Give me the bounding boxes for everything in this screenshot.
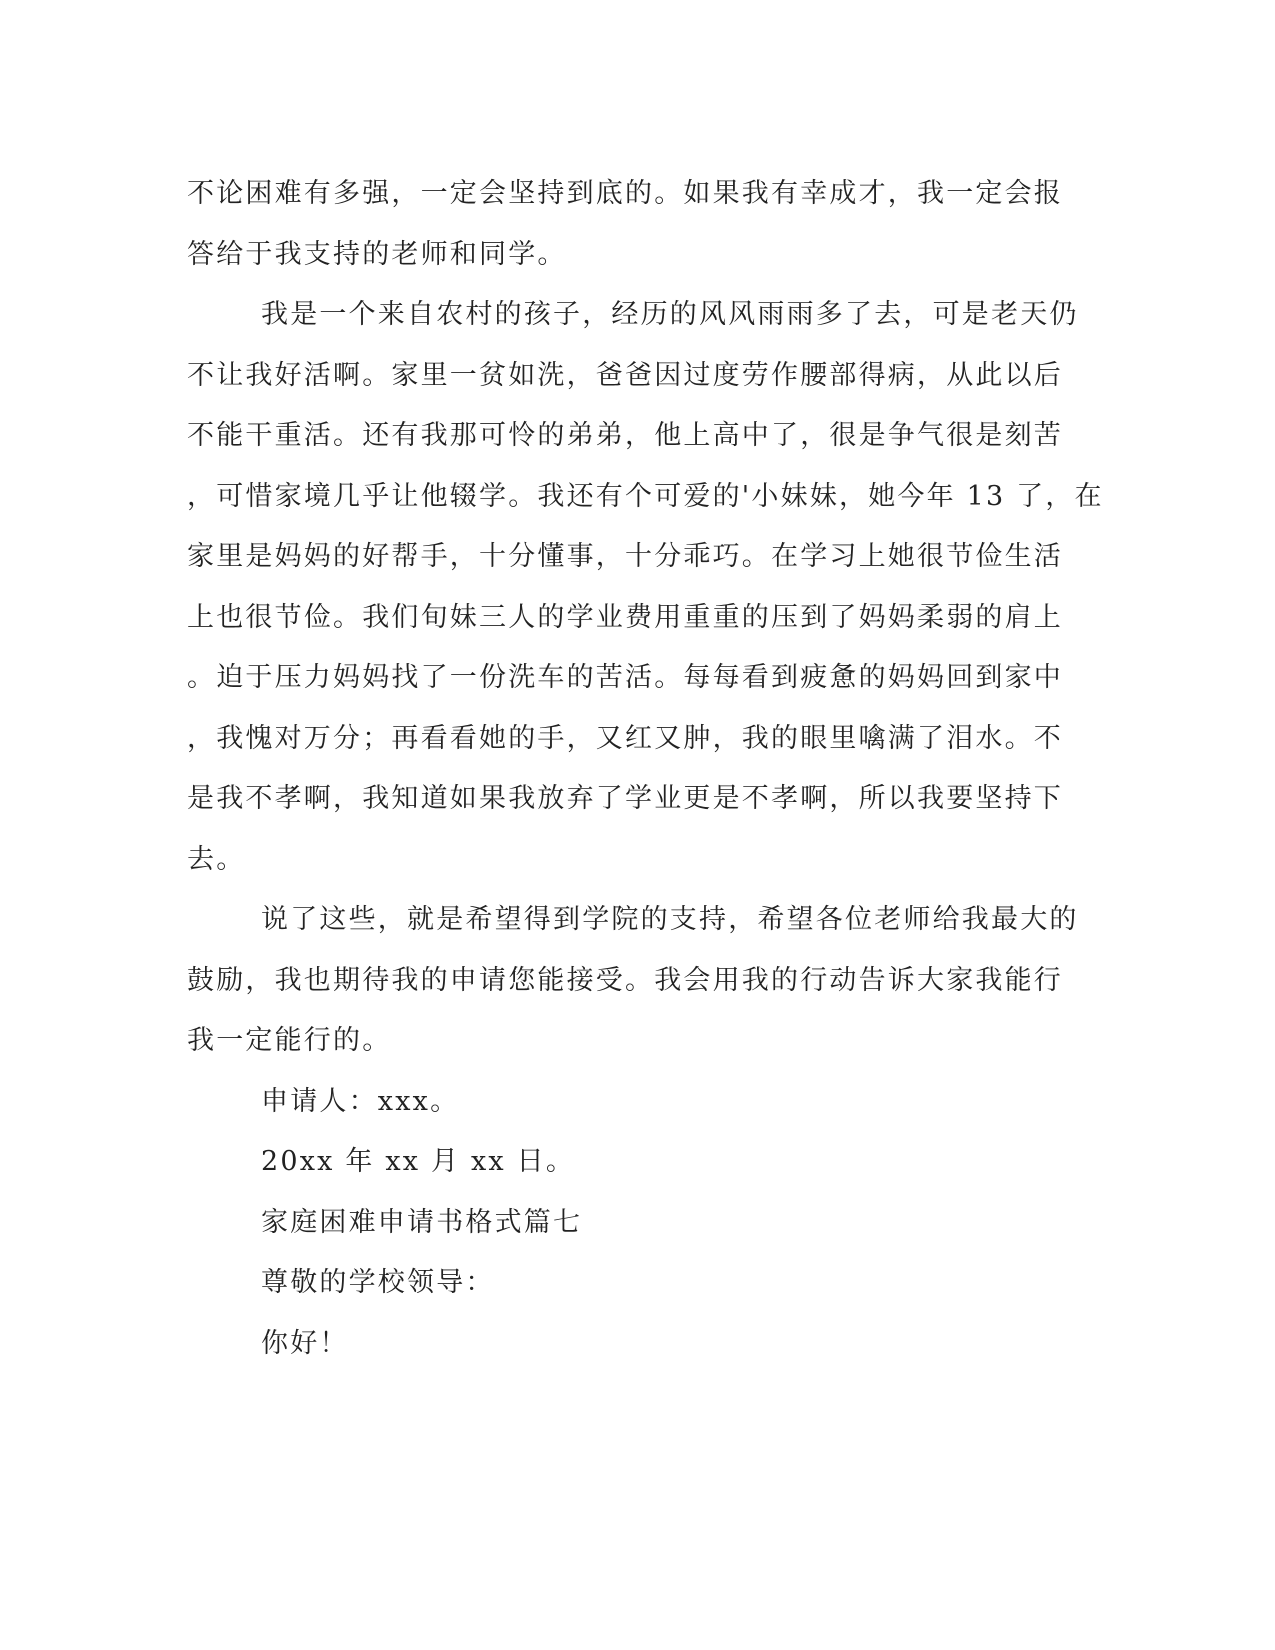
paragraph-2-line-1: 我是一个来自农村的孩子，经历的风风雨雨多了去，可是老天仍: [261, 299, 1079, 330]
paragraph-3-line-3: 我一定能行的。: [187, 1025, 392, 1056]
paragraph-2-line-8: ，我愧对万分；再看看她的手，又红又肿，我的眼里噙满了泪水。不: [187, 722, 1063, 754]
paragraph-2-line-10: 去。: [187, 843, 246, 875]
document-body: [187, 164, 1104, 1374]
paragraph-2-line-3: 不能干重活。还有我那可怜的弟弟，他上高中了，很是争气很是刻苦: [187, 420, 1063, 451]
paragraph-2-line-9: 是我不孝啊，我知道如果我放弃了学业更是不孝啊，所以我要坚持下: [187, 783, 1063, 814]
paragraph-2-line-4: ，可惜家境几乎让他辍学。我还有个可爱的'小妹妹，她今年 13 了，在: [187, 480, 1104, 512]
paragraph-3-line-2: 鼓励，我也期待我的申请您能接受。我会用我的行动告诉大家我能行: [187, 964, 1063, 996]
paragraph-2-line-7: 。迫于压力妈妈找了一份洗车的苦活。每每看到疲惫的妈妈回到家中: [187, 662, 1063, 693]
paragraph-1-line-2: 答给于我支持的老师和同学。: [187, 238, 567, 270]
salutation: 尊敬的学校领导：: [261, 1267, 495, 1298]
paragraph-2-line-6: 上也很节俭。我们旬妹三人的学业费用重重的压到了妈妈柔弱的肩上: [187, 601, 1063, 633]
applicant-line: 申请人：xxx。: [261, 1085, 460, 1117]
paragraph-2-line-2: 不让我好活啊。家里一贫如洗，爸爸因过度劳作腰部得病，从此以后: [187, 359, 1063, 391]
paragraph-1-line-1: 不论困难有多强，一定会坚持到底的。如果我有幸成才，我一定会报: [187, 178, 1063, 209]
paragraph-2-line-5: 家里是妈妈的好帮手，十分懂事，十分乖巧。在学习上她很节俭生活: [187, 541, 1063, 572]
section-title: 家庭困难申请书格式篇七: [261, 1206, 583, 1238]
paragraph-3-line-1: 说了这些，就是希望得到学院的支持，希望各位老师给我最大的: [261, 904, 1079, 935]
date-line: 20xx 年 xx 月 xx 日。: [261, 1146, 576, 1177]
greeting: 你好！: [261, 1327, 349, 1359]
